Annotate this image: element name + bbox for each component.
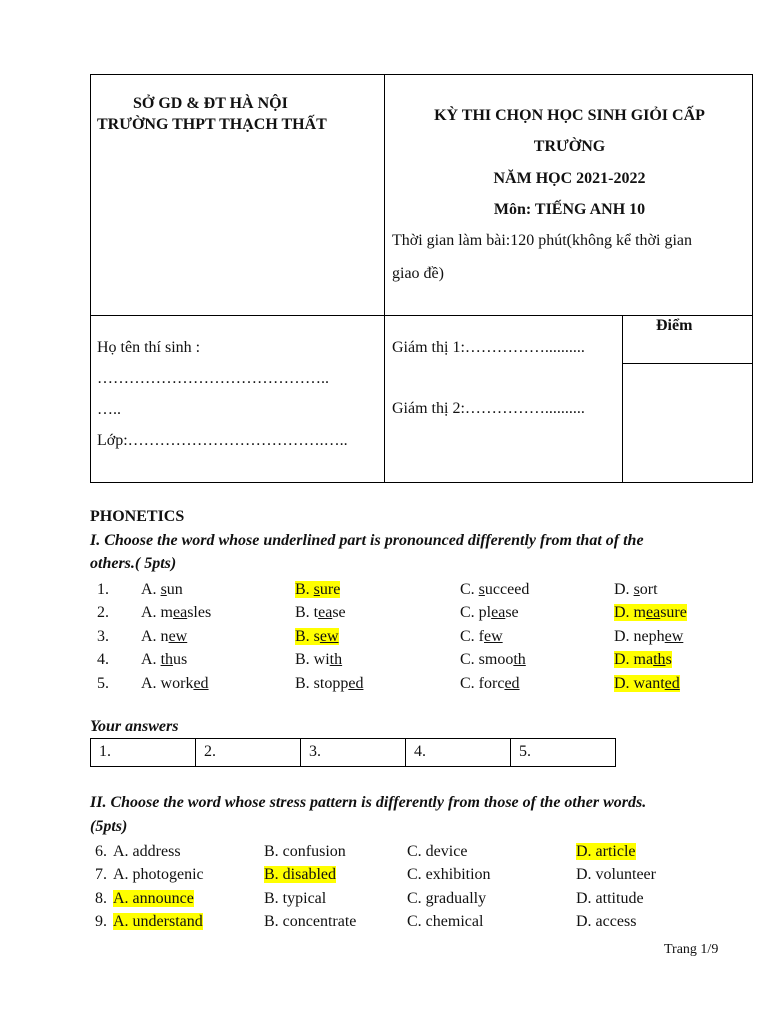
proctor-2: Giám thị 2:……………..........	[392, 400, 585, 417]
option-a[interactable]: A. announce	[113, 889, 194, 907]
option-d[interactable]: D. sort	[614, 581, 658, 598]
option-a[interactable]: A. new	[141, 627, 188, 645]
answer-box[interactable]: 5.	[511, 739, 616, 767]
question-number: 3.	[97, 627, 109, 645]
answer-box[interactable]: 2.	[196, 739, 301, 767]
question-number: 1.	[97, 581, 109, 598]
option-d[interactable]: D. volunteer	[576, 866, 656, 884]
option-b[interactable]: B. stopped	[295, 674, 364, 692]
option-d[interactable]: D. nephew	[614, 627, 684, 645]
name-dots-cont: …..	[97, 401, 121, 418]
option-b[interactable]: B. sew	[295, 627, 339, 645]
option-b[interactable]: B. sure	[295, 581, 341, 598]
option-c[interactable]: C. chemical	[407, 913, 484, 931]
option-a[interactable]: A. photogenic	[113, 866, 204, 884]
header-table	[90, 74, 753, 483]
option-d[interactable]: D. wanted	[614, 674, 680, 692]
question-number: 9.	[95, 913, 107, 931]
option-b[interactable]: B. confusion	[264, 843, 346, 860]
subject: Môn: TIẾNG ANH 10	[493, 201, 646, 218]
part1-instruction: I. Choose the word whose underlined part is pronounced differently from that of the	[90, 532, 644, 549]
option-c[interactable]: C. please	[460, 604, 519, 622]
option-d[interactable]: D. maths	[614, 651, 672, 669]
option-a[interactable]: A. sun	[141, 581, 183, 598]
question-number: 7.	[95, 866, 107, 884]
option-d[interactable]: D. measure	[614, 604, 687, 622]
page-number: Trang 1/9	[664, 942, 719, 957]
option-c[interactable]: C. forced	[460, 674, 520, 692]
exam-time-cont: giao đề)	[392, 265, 444, 282]
part1-instruction-cont: others.( 5pts)	[90, 555, 177, 572]
option-a[interactable]: A. thus	[141, 651, 188, 669]
option-d[interactable]: D. attitude	[576, 889, 644, 907]
option-d[interactable]: D. access	[576, 913, 637, 931]
question-number: 2.	[97, 604, 109, 622]
section-title: PHONETICS	[90, 508, 185, 525]
part2-instruction: II. Choose the word whose stress pattern is differently from those of the other words.	[90, 794, 647, 811]
answer-box[interactable]: 1.	[91, 739, 196, 767]
option-c[interactable]: C. exhibition	[407, 866, 491, 884]
option-c[interactable]: C. gradually	[407, 889, 487, 907]
your-answers-label: Your answers	[90, 718, 179, 735]
option-a[interactable]: A. worked	[141, 674, 209, 692]
school-year: NĂM HỌC 2021-2022	[493, 170, 646, 187]
part2-instruction-cont: (5pts)	[90, 818, 128, 835]
option-b[interactable]: B. with	[295, 651, 343, 669]
option-b[interactable]: B. disabled	[264, 866, 336, 884]
question-number: 6.	[95, 843, 107, 860]
school-name: TRƯỜNG THPT THẠCH THẤT	[97, 116, 327, 133]
option-c[interactable]: C. succeed	[460, 581, 530, 598]
answer-box[interactable]: 3.	[301, 739, 406, 767]
table-divider	[384, 75, 385, 483]
question-number: 8.	[95, 889, 107, 907]
question-number: 5.	[97, 674, 109, 692]
name-dots: ……………………………………..	[97, 370, 329, 387]
score-label: Điểm	[656, 317, 693, 334]
student-name-label: Họ tên thí sinh :	[97, 339, 201, 356]
option-b[interactable]: B. typical	[264, 889, 327, 907]
option-d[interactable]: D. article	[576, 843, 636, 860]
option-a[interactable]: A. understand	[113, 913, 203, 931]
table-divider	[622, 315, 623, 483]
class-label: Lớp:……………………………….…..	[97, 432, 348, 449]
option-b[interactable]: B. tease	[295, 604, 346, 622]
exam-time: Thời gian làm bài:120 phút(không kể thời gian	[392, 232, 692, 249]
table-divider	[91, 315, 753, 316]
option-c[interactable]: C. device	[407, 843, 468, 860]
exam-title: KỲ THI CHỌN HỌC SINH GIỎI CẤP	[434, 107, 705, 124]
dept-name: SỞ GD & ĐT HÀ NỘI	[133, 95, 288, 112]
answer-box[interactable]: 4.	[406, 739, 511, 767]
table-divider	[622, 363, 753, 364]
answer-table	[90, 738, 616, 767]
option-b[interactable]: B. concentrate	[264, 913, 357, 931]
option-a[interactable]: A. measles	[141, 604, 212, 622]
option-c[interactable]: C. smooth	[460, 651, 526, 669]
option-a[interactable]: A. address	[113, 843, 181, 860]
question-number: 4.	[97, 651, 109, 669]
exam-title-cont: TRƯỜNG	[533, 138, 606, 155]
option-c[interactable]: C. few	[460, 627, 503, 645]
proctor-1: Giám thị 1:……………..........	[392, 339, 585, 356]
